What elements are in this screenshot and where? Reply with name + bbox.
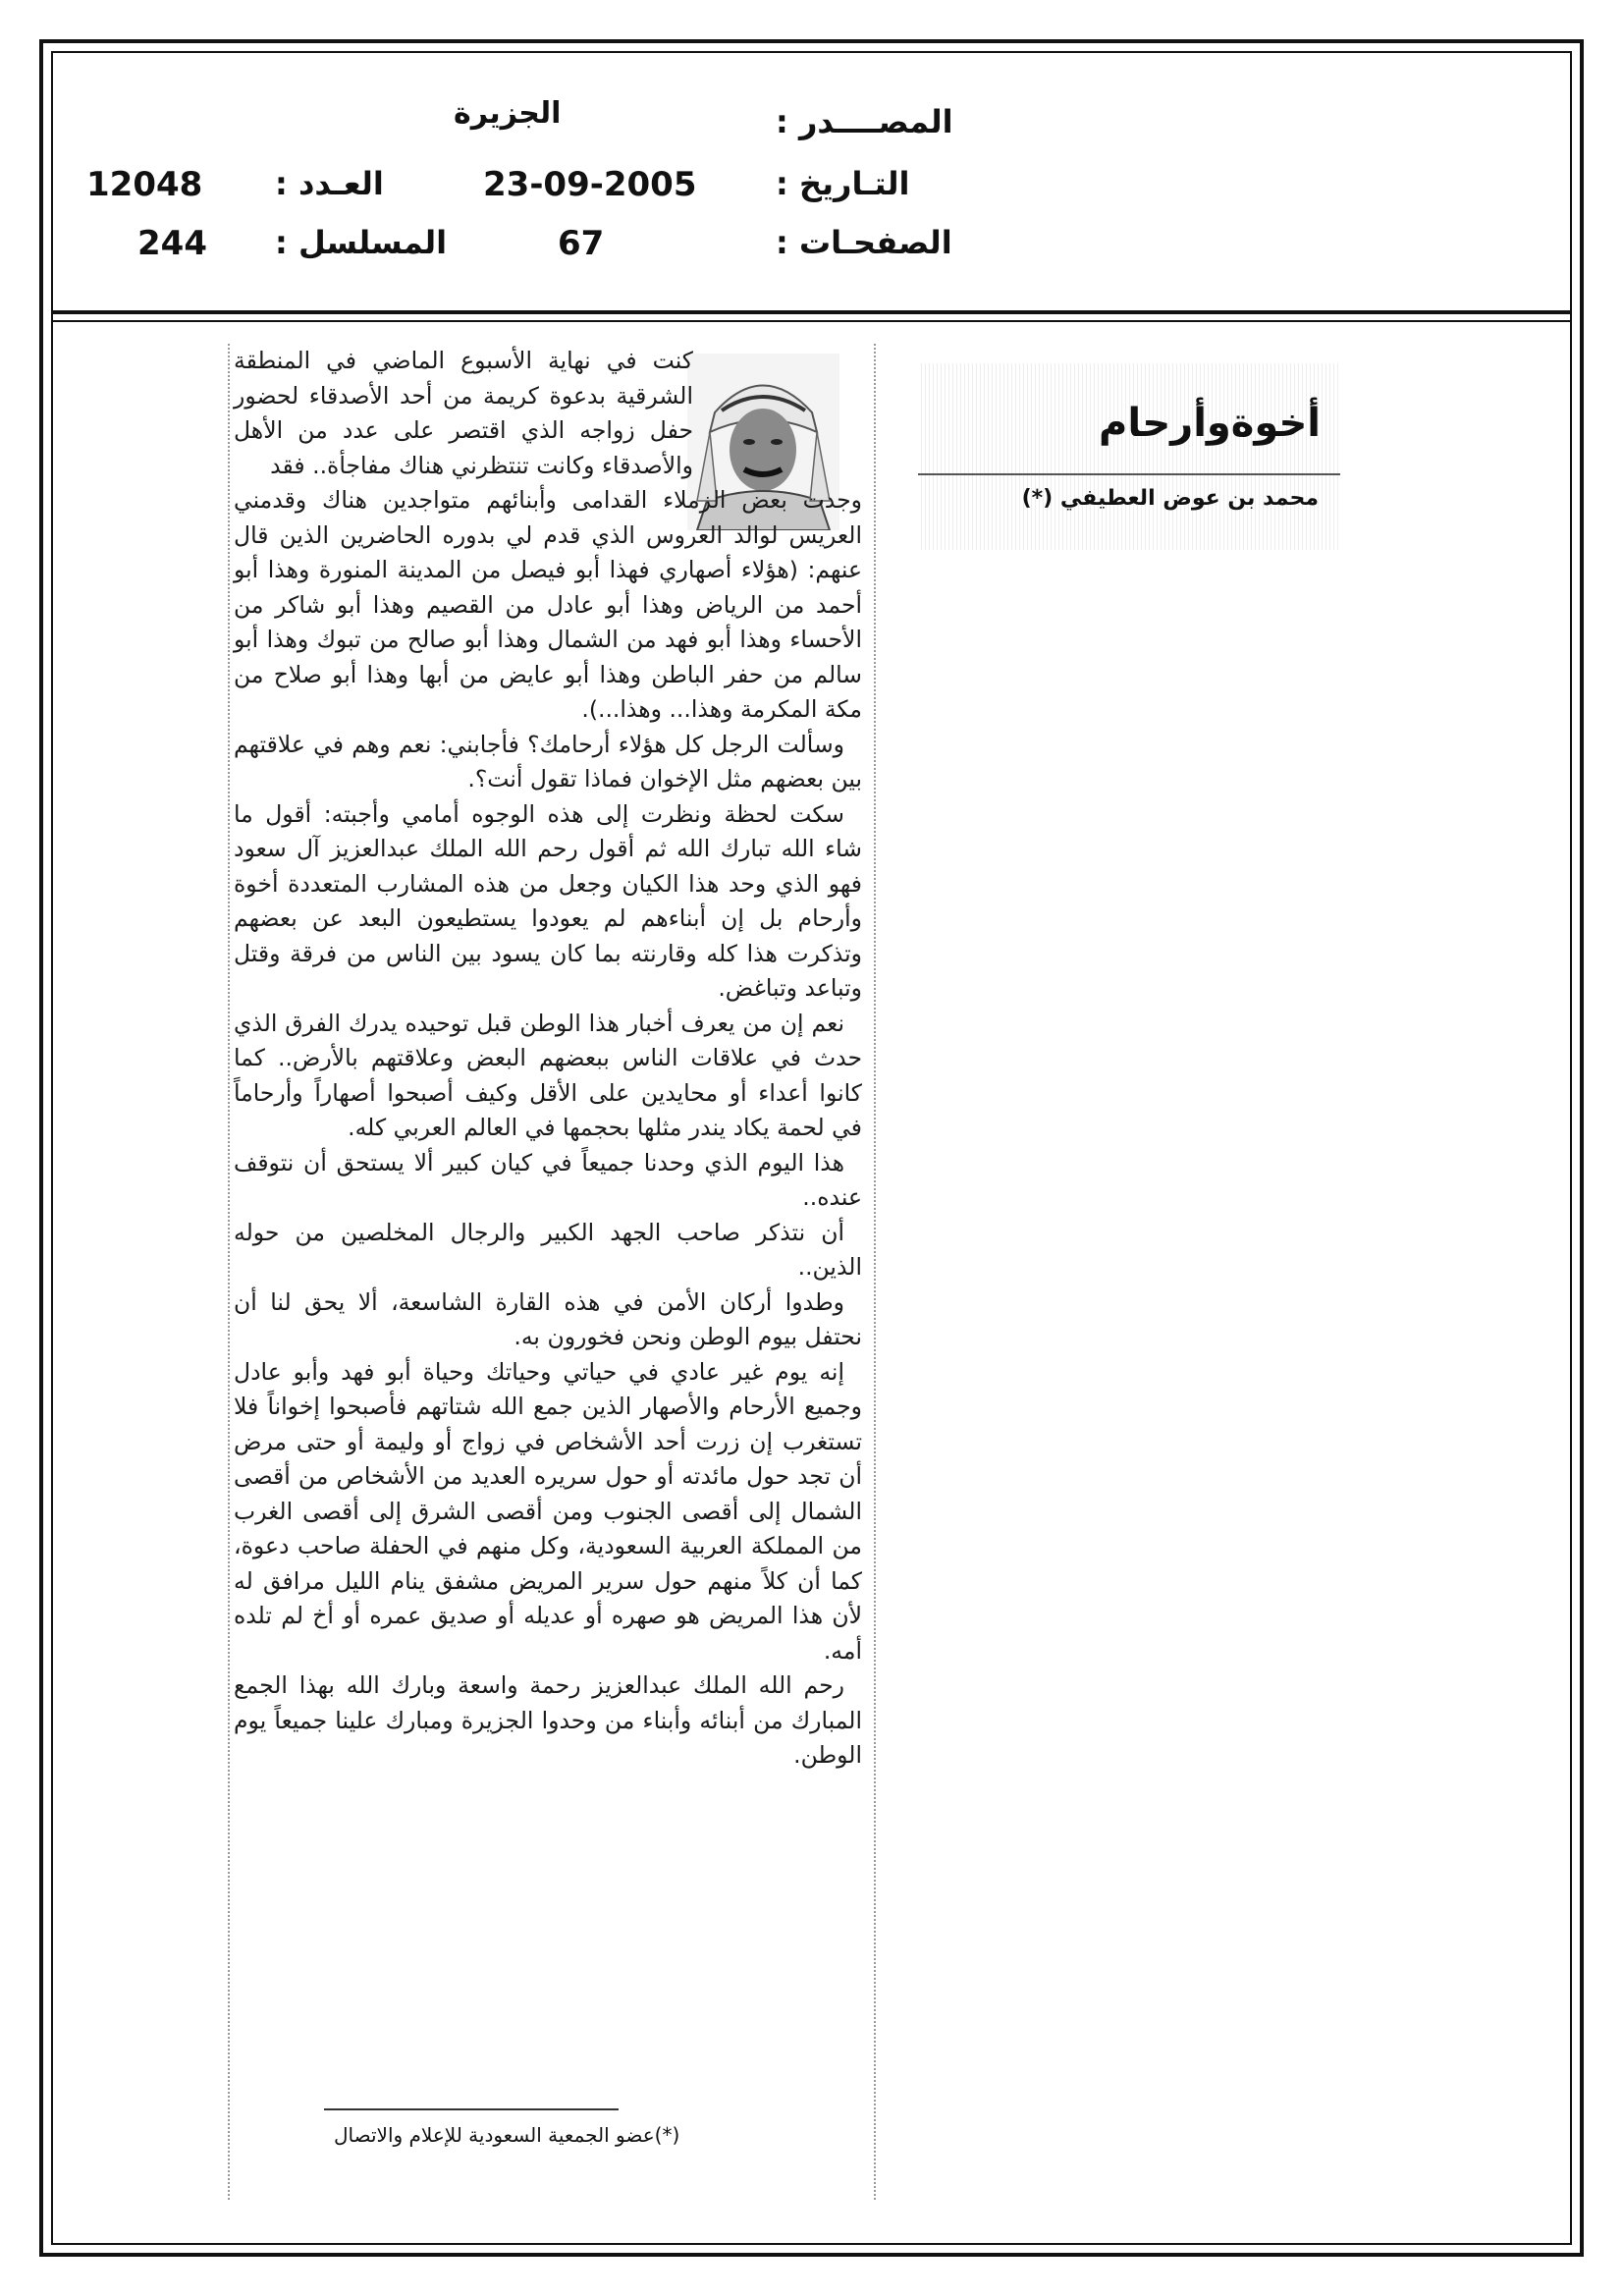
- date-value: 23-09-2005: [483, 165, 697, 204]
- article-title: أخوةوأرحام: [1099, 401, 1321, 446]
- paragraph: نعم إن من يعرف أخبار هذا الوطن قبل توحيده يدرك الفرق الذي حدث في علاقات الناس ببعضهم البعض وعلاقتهم بالأرض.. كما كانوا أعداء أو محايدين على الأقل وكيف أصبحوا أصهاراً وأرحاماً في لحمة يكاد يندر مثلها بحجمها في العالم العربي كله.: [234, 1009, 862, 1141]
- issue-value: 12048: [86, 165, 203, 204]
- author-footnote: (*)عضو الجمعية السعودية للإعلام والاتصال: [334, 2123, 680, 2147]
- paragraph: إنه يوم غير عادي في حياتي وحياتك وحياة أبو فهد وأبو عادل وجميع الأرحام والأصهار الذين جمع الله شتاتهم فأصبحوا إخواناً فلا تستغرب إن زرت أحد الأشخاص في زواج أو وليمة أو حتى مرض أن تجد حول مائدته أو حول سريره العديد من الأشخاص من أقصى الشمال إلى أقصى الجنوب ومن أقصى الشرق إلى أقصى الغرب من المملكة العربية السعودية، وكل منهم في الحفلة صاحب دعوة، كما أن كلاً منهم حول سرير المريض مشفق ينام الليل مرافق له لأن هذا المريض هو صهره أو عديله أو صديق عمره أو أخ لم تلده أمه.: [234, 1357, 862, 1665]
- article-body: [234, 344, 862, 1774]
- pages-value: 67: [558, 224, 605, 263]
- serial-value: 244: [137, 224, 207, 263]
- column-left-border: [228, 344, 230, 2200]
- source-label: المصــــدر :: [776, 103, 953, 140]
- paragraph: هذا اليوم الذي وحدنا جميعاً في كيان كبير ألا يستحق أن نتوقف عنده..: [234, 1148, 862, 1211]
- header-divider-thin: [51, 320, 1572, 322]
- paragraph: وسألت الرجل كل هؤلاء أرحامك؟ فأجابني: نعم وهم في علاقتهم بين بعضهم مثل الإخوان فماذا تقول أنت؟.: [234, 730, 862, 793]
- issue-label: العـدد :: [275, 165, 384, 202]
- article-author: محمد بن عوض العطيفي (*): [1021, 486, 1319, 511]
- paragraph: أن نتذكر صاحب الجهد الكبير والرجال المخلصين من حوله الذين..: [234, 1218, 862, 1281]
- footnote-rule: [324, 2108, 619, 2110]
- date-label: التـاريخ :: [776, 165, 910, 202]
- column-right-border: [874, 344, 876, 2200]
- pages-label: الصفحـات :: [776, 224, 952, 261]
- source-value: الجزيرة: [454, 96, 562, 131]
- paragraph: رحم الله الملك عبدالعزيز رحمة واسعة وبارك الله بهذا الجمع المبارك من أبنائه وأبناء من وحدوا الجزيرة ومبارك علينا جميعاً يوم الوطن.: [234, 1671, 862, 1769]
- paragraph: كنت في نهاية الأسبوع الماضي في المنطقة الشرقية بدعوة كريمة من أحد الأصدقاء لحضور حفل زواجه الذي اقتصر على عدد من الأهل والأصدقاء وكانت تنتظرني هناك مفاجأة.. فقد: [234, 347, 693, 479]
- paragraph: سكت لحظة ونظرت إلى هذه الوجوه أمامي وأجبته: أقول ما شاء الله تبارك الله ثم أقول رحم الله الملك عبدالعزيز آل سعود فهو الذي وحد هذا الكيان وجعل من هذه المشارب المتعددة أخوة وأرحام بل إن أبناءهم لم يعودوا يستطيعون البعد عن بعضهم وتذكرت هذا كله وقارنته بما كان يسود بين الناس من فرقة وقتل وتباعد وتباغض.: [234, 799, 862, 1002]
- paragraph: وطدوا أركان الأمن في هذه القارة الشاسعة، ألا يحق لنا أن نحتفل بيوم الوطن ونحن فخورون به.: [234, 1287, 862, 1350]
- article-column: [216, 344, 1394, 2160]
- header-divider: [51, 310, 1572, 314]
- serial-label: المسلسل :: [275, 224, 448, 261]
- paragraph: وجدت بعض الزملاء القدامى وأبنائهم متواجدين هناك وقدمني العريس لوالد العروس الذي قدم لي بدوره الحاضرين الذين قال عنهم: (هؤلاء أصهاري فهذا أبو فيصل من المدينة المنورة وهذا أبو أحمد من الرياض وهذا أبو عادل من القصيم وهذا أبو شاكر من الأحساء وهذا أبو فهد من الشمال وهذا أبو صالح من تبوك وهذا أبو سالم من حفر الباطن وهذا أبو عايض من أبها وهذا أبو صلاح من مكة المكرمة وهذا... وهذا...).: [234, 486, 862, 723]
